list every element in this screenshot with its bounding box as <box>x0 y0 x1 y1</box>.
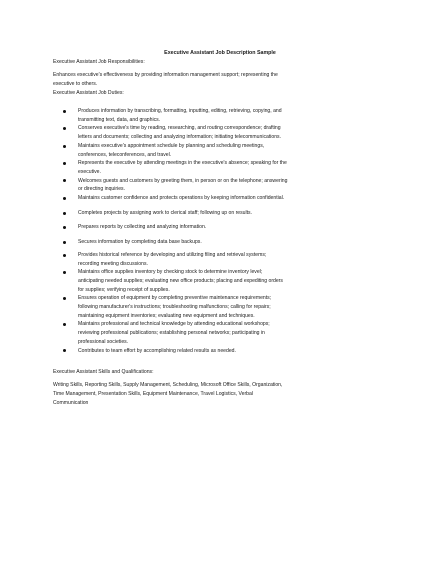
duty-line: Maintains executive's appointment schedule by planning and scheduling meetings, <box>78 142 265 149</box>
list-item <box>53 320 293 346</box>
list-item <box>53 159 293 176</box>
list-item <box>53 347 293 356</box>
duty-line: Contributes to team effort by accomplishing related results as needed. <box>78 347 236 354</box>
duty-line: or directing inquiries. <box>78 186 125 193</box>
duty-line: Provides historical reference by developing and utilizing filing and retrieval systems; <box>78 251 267 258</box>
list-item <box>53 177 293 194</box>
list-item <box>53 107 293 124</box>
duty-line: for supplies; verifying receipt of supplies. <box>78 286 170 293</box>
bullet-icon <box>63 162 66 165</box>
duty-line: Completes projects by assigning work to clerical staff; following up on results. <box>78 209 253 216</box>
responsibilities-line-1: Enhances executive's effectiveness by providing information management support; representing the <box>53 72 278 78</box>
bullet-icon <box>63 197 66 200</box>
duty-line: Produces information by transcribing, formatting, inputting, editing, retrieving, copying, and <box>78 108 282 114</box>
list-item <box>53 209 293 218</box>
duty-line: recording meeting discussions. <box>78 260 148 267</box>
responsibilities-heading: Executive Assistant Job Responsibilities: <box>53 59 145 65</box>
list-item <box>53 268 293 294</box>
bullet-icon <box>63 145 66 148</box>
duty-line: following manufacturer's instructions; troubleshooting malfunctions; calling for repairs; <box>78 304 271 311</box>
duty-line: Secures information by completing data base backups. <box>78 239 202 246</box>
list-item <box>53 251 293 268</box>
duty-line: Prepares reports by collecting and analyzing information. <box>78 224 207 231</box>
bullet-icon <box>63 127 66 130</box>
duty-line: Conserves executive's time by reading, researching, and routing correspondence; drafting <box>78 125 281 132</box>
bullet-icon <box>63 323 66 326</box>
duty-line: Maintains professional and technical knowledge by attending educational workshops; <box>78 321 270 328</box>
list-item <box>53 124 293 141</box>
duty-line: letters and documents; collecting and analyzing information; initiating telecommunications. <box>78 134 282 141</box>
bullet-icon <box>63 241 66 244</box>
list-item <box>53 223 293 232</box>
skills-heading: Executive Assistant Skills and Qualifications: <box>53 369 154 375</box>
duty-line: conferences, teleconferences, and travel. <box>78 151 172 158</box>
bullet-icon <box>63 297 66 300</box>
duty-line: reviewing professional publications; establishing personal networks; participating in <box>78 330 265 337</box>
bullet-icon <box>63 110 66 113</box>
skills-line-1: Writing Skills, Reporting Skills, Supply Management, Scheduling, Microsoft Office Skills, Organization, <box>53 382 283 388</box>
skills-line-2: Time Management, Presentation Skills, Equipment Maintenance, Travel Logistics, Verbal <box>53 391 253 397</box>
list-item <box>53 142 293 159</box>
bullet-icon <box>63 254 66 257</box>
duty-line: professional societies. <box>78 338 129 345</box>
duty-line: Ensures operation of equipment by completing preventive maintenance requirements; <box>78 295 272 302</box>
bullet-icon <box>63 271 66 274</box>
duties-list <box>53 107 293 355</box>
responsibilities-line-2: executive to others. <box>53 81 98 87</box>
skills-line-3: Communication <box>53 400 89 406</box>
duty-line: executive. <box>78 168 101 175</box>
bullet-icon <box>63 349 66 352</box>
duty-line: anticipating needed supplies; evaluating new office products; placing and expediting orders <box>78 277 283 284</box>
duty-line: maintaining equipment inventories; evaluating new equipment and techniques. <box>78 312 255 319</box>
list-item <box>53 294 293 320</box>
document-title: Executive Assistant Job Description Sample <box>164 50 276 56</box>
bullet-icon <box>63 226 66 229</box>
list-item <box>53 238 293 247</box>
bullet-icon <box>63 212 66 215</box>
duty-line: transmitting text, data, and graphics. <box>78 116 161 123</box>
bullet-icon <box>63 179 66 182</box>
duty-line: Represents the executive by attending meetings in the executive's absence; speaking for the <box>78 160 287 167</box>
duty-line: Welcomes guests and customers by greeting them, in person or on the telephone; answering <box>78 177 288 184</box>
list-item <box>53 194 293 203</box>
duties-heading: Executive Assistant Job Duties: <box>53 90 124 96</box>
duty-line: Maintains office supplies inventory by checking stock to determine inventory level; <box>78 269 263 276</box>
duty-line: Maintains customer confidence and protects operations by keeping information confidential. <box>78 195 285 202</box>
